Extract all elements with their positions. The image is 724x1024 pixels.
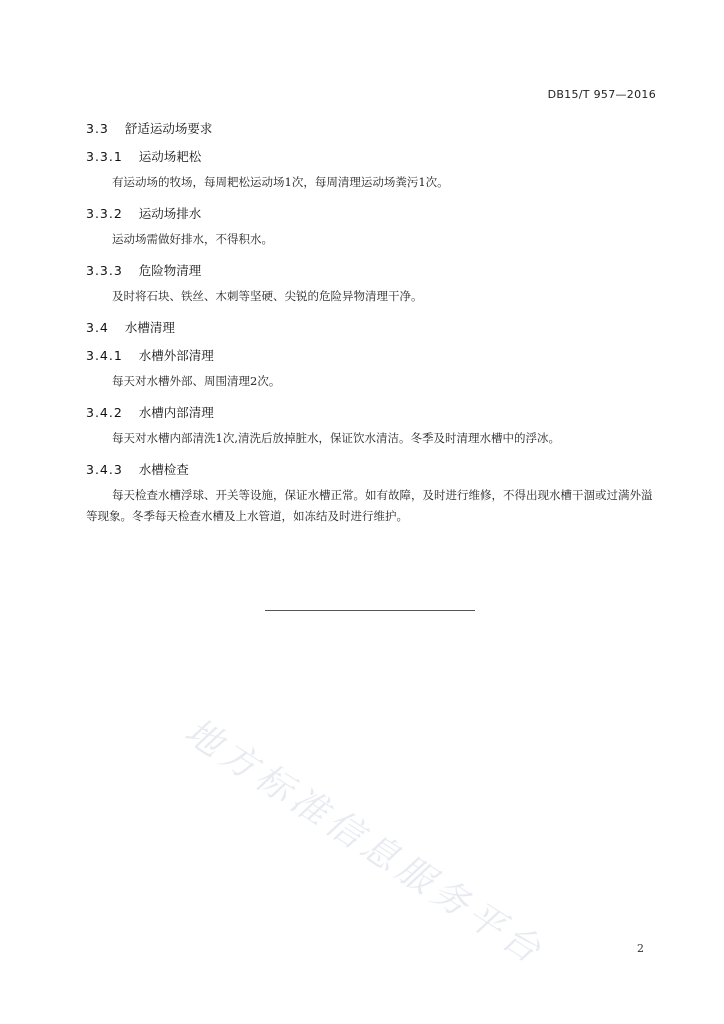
subsection-heading xyxy=(86,261,201,279)
subsection-heading xyxy=(86,147,201,165)
subsection-heading xyxy=(86,403,214,421)
section-heading xyxy=(86,318,175,336)
standard-code: DB15/T 957—2016 xyxy=(547,88,656,101)
section-title: 危险物清理 xyxy=(138,263,202,278)
section-title: 水槽清理 xyxy=(124,320,175,335)
section-title: 运动场排水 xyxy=(138,206,202,221)
section-number: 3.3.3 xyxy=(86,263,123,278)
subsection-heading xyxy=(86,204,201,222)
section-number: 3.4.3 xyxy=(86,462,123,477)
section-title: 水槽检查 xyxy=(138,462,189,477)
section-title: 水槽外部清理 xyxy=(138,348,214,363)
paragraph: 每天对水槽外部、周围清理2次。 xyxy=(112,374,281,388)
section-number: 3.4.2 xyxy=(86,405,123,420)
subsection-heading xyxy=(86,460,189,478)
section-number: 3.3.1 xyxy=(86,149,123,164)
section-number: 3.4 xyxy=(86,320,109,335)
section-number: 3.3 xyxy=(86,121,109,136)
paragraph: 有运动场的牧场，每周耙松运动场1次，每周清理运动场粪污1次。 xyxy=(112,175,449,189)
paragraph: 及时将石块、铁丝、木刺等坚硬、尖锐的危险异物清理干净。 xyxy=(112,289,423,303)
section-number: 3.4.1 xyxy=(86,348,123,363)
paragraph: 运动场需做好排水，不得积水。 xyxy=(112,232,273,246)
subsection-heading xyxy=(86,346,214,364)
end-of-text-rule xyxy=(265,610,475,611)
section-title: 舒适运动场要求 xyxy=(124,121,213,136)
paragraph: 每天对水槽内部清洗1次,清洗后放掉脏水，保证饮水清洁。冬季及时清理水槽中的浮冰。 xyxy=(112,431,560,445)
section-heading xyxy=(86,119,212,137)
section-number: 3.3.2 xyxy=(86,206,123,221)
paragraph: 每天检查水槽浮球、开关等设施，保证水槽正常。如有故障，及时进行维修，不得出现水槽干涸或过满外溢等现象。冬季每天检查水槽及上水管道，如冻结及时进行维护。 xyxy=(86,488,653,523)
watermark: 地方标准信息服务平台 xyxy=(177,710,552,974)
section-title: 运动场耙松 xyxy=(138,149,202,164)
page-number: 2 xyxy=(637,942,644,955)
section-title: 水槽内部清理 xyxy=(138,405,214,420)
